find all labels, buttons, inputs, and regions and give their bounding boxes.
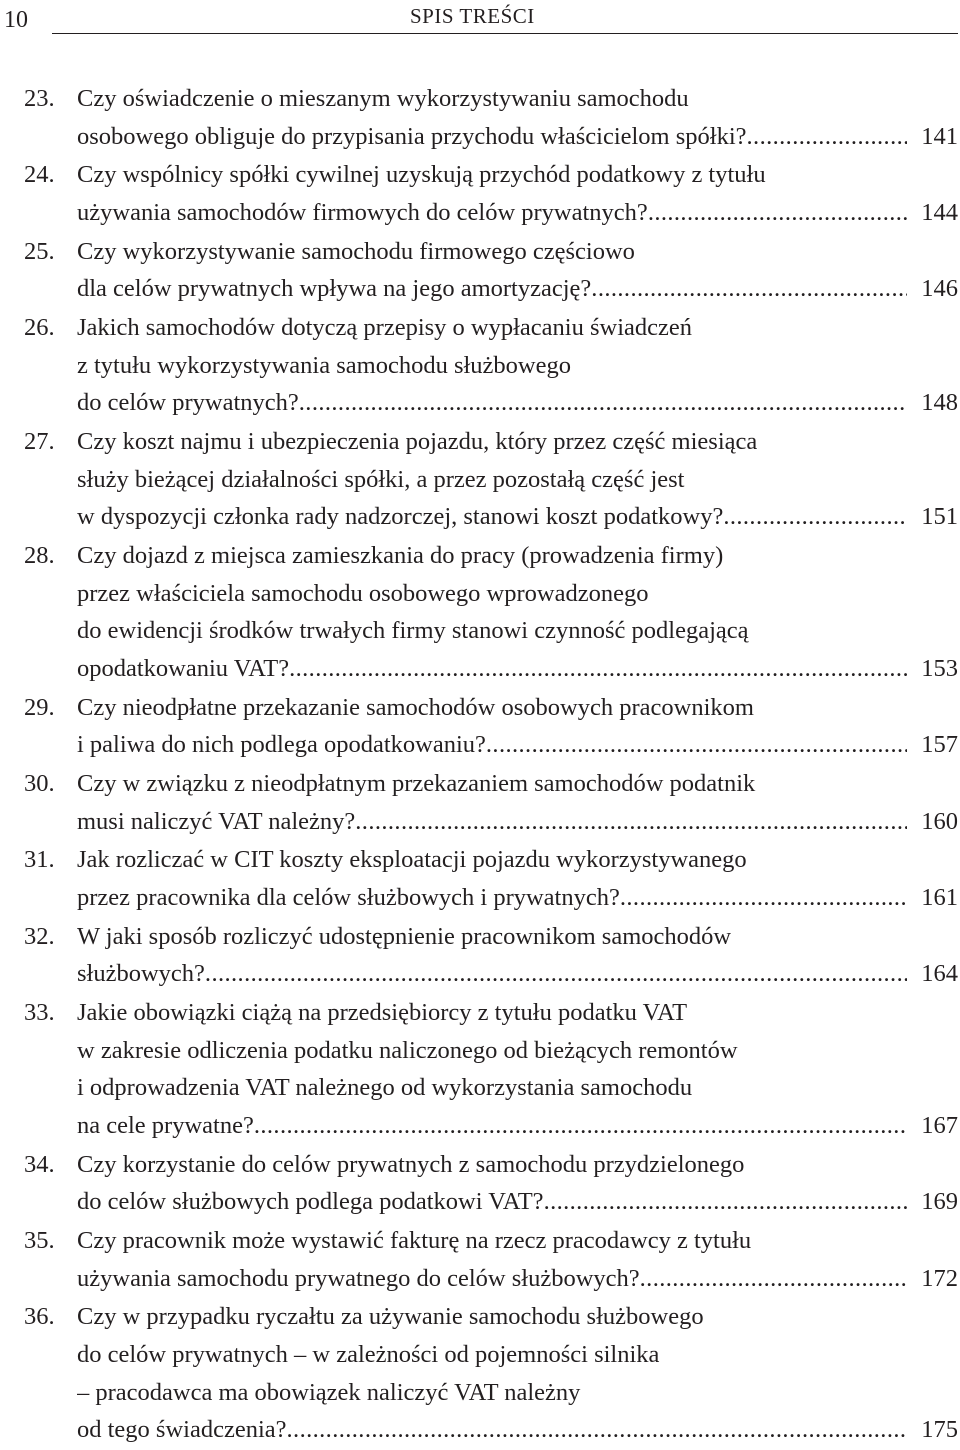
toc-entry[interactable] [0,918,960,993]
entry-title [77,537,958,687]
entry-title-line: do ewidencji środków trwałych firmy stanowi czynność podlegającą [77,617,749,645]
dot-leader [591,270,907,308]
toc-entry[interactable] [0,841,960,916]
entry-title-line: przez właściciela samochodu osobowego wprowadzonego [77,579,649,607]
entry-page-number: 141 [921,122,958,150]
entry-page-number: 160 [921,807,958,835]
toc-entry[interactable] [0,1222,960,1297]
entry-title [77,1298,958,1448]
entry-title-line: z tytułu wykorzystywania samochodu służbowego [77,351,571,379]
entry-number: 25. [24,237,55,265]
entry-title-text: do celów prywatnych? [77,389,299,417]
entry-title [77,1222,958,1297]
entry-page-number: 157 [921,731,958,759]
entry-number: 30. [24,770,55,797]
entry-page-number: 164 [921,960,958,988]
entry-title-text: dla celów prywatnych wpływa na jego amortyzację? [77,275,592,303]
dot-leader [640,1260,908,1298]
entry-title-last-line [77,1183,958,1221]
entry-page-number: 146 [921,275,958,303]
entry-title-text: przez pracownika dla celów służbowych i prywatnych? [77,883,620,911]
toc-entry[interactable] [0,309,960,422]
toc-entry[interactable] [0,1298,960,1448]
entry-title-line: Czy dojazd z miejsca zamieszkania do pracy (prowadzenia firmy) [77,542,724,570]
entry-title [77,156,958,231]
entry-title [77,765,958,840]
entry-page-number: 144 [921,198,958,226]
toc-entry[interactable] [0,423,960,536]
dot-leader [254,1107,907,1145]
entry-title-line: Czy koszt najmu i ubezpieczenia pojazdu, który przez część miesiąca [77,428,758,456]
dot-leader [299,384,907,422]
entry-title [77,309,958,422]
entry-title-text: i paliwa do nich podlega opodatkowaniu? [77,731,486,759]
entry-number: 35. [24,1227,55,1255]
entry-title-line: Czy oświadczenie o mieszanym wykorzystywaniu samochodu [77,85,689,112]
entry-title-text: do celów służbowych podlega podatkowi VAT? [77,1188,544,1216]
entry-title-last-line [77,270,958,308]
entry-title-last-line [77,498,958,536]
entry-title-last-line [77,194,958,232]
dot-leader [723,498,907,536]
dot-leader [544,1183,908,1221]
table-of-contents [0,80,960,1450]
entry-number: 32. [24,922,55,950]
entry-title-line: Jak rozliczać w CIT koszty eksploatacji pojazdu wykorzystywanego [77,846,747,874]
dot-leader [355,803,907,841]
dot-leader [620,879,907,917]
entry-number: 29. [24,693,55,721]
toc-entry[interactable] [0,156,960,231]
entry-title-line: Jakie obowiązki ciążą na przedsiębiorcy z tytułu podatku VAT [77,999,688,1027]
entry-title-line: Jakich samochodów dotyczą przepisy o wypłacaniu świadczeń [77,314,693,342]
entry-number: 23. [24,85,55,112]
entry-title-last-line [77,650,958,688]
entry-title-last-line [77,1107,958,1145]
entry-title-line: Czy wspólnicy spółki cywilnej uzyskują przychód podatkowy z tytułu [77,161,766,189]
entry-number: 27. [24,428,55,456]
dot-leader [747,118,908,156]
entry-title-text: od tego świadczenia? [77,1416,287,1444]
entry-title-last-line [77,384,958,422]
entry-title [77,841,958,916]
entry-title-line: Czy wykorzystywanie samochodu firmowego częściowo [77,237,635,265]
entry-title [77,994,958,1144]
entry-number: 24. [24,161,55,189]
entry-page-number: 153 [921,654,958,682]
entry-title-last-line [77,118,958,156]
dot-leader [205,955,907,993]
entry-page-number: 172 [921,1264,958,1292]
entry-title-line: Czy pracownik może wystawić fakturę na rzecz pracodawcy z tytułu [77,1227,752,1255]
dot-leader [289,650,907,688]
entry-page-number: 151 [921,503,958,531]
page-header [0,0,960,44]
entry-number: 36. [24,1303,55,1331]
entry-title-text: używania samochodu prywatnego do celów służbowych? [77,1264,640,1292]
toc-entry[interactable] [0,1146,960,1221]
entry-title-last-line [77,955,958,993]
running-title: SPIS TREŚCI [410,4,535,28]
entry-page-number: 169 [921,1188,958,1216]
page-number: 10 [4,7,28,33]
entry-number: 33. [24,999,55,1027]
entry-title-line: i odprowadzenia VAT należnego od wykorzystania samochodu [77,1074,693,1102]
entry-title-text: używania samochodów firmowych do celów prywatnych? [77,198,648,226]
entry-title-text: osobowego obliguje do przypisania przychodu właścicielom spółki? [77,122,747,150]
entry-page-number: 161 [921,883,958,911]
header-rule [52,33,958,34]
toc-entry[interactable] [0,80,960,155]
entry-title-line: Czy nieodpłatne przekazanie samochodów osobowych pracownikom [77,693,754,721]
entry-title-last-line [77,1411,958,1449]
entry-title [77,423,958,536]
entry-page-number: 175 [921,1416,958,1444]
entry-title-text: w dyspozycji członka rady nadzorczej, stanowi koszt podatkowy? [77,503,724,531]
toc-entry[interactable] [0,994,960,1144]
entry-title [77,689,958,764]
entry-page-number: 167 [921,1111,958,1139]
entry-number: 34. [24,1150,55,1178]
entry-title-line: W jaki sposób rozliczyć udostępnienie pracownikom samochodów [77,922,732,950]
entry-title-line: w zakresie odliczenia podatku naliczonego od bieżących remontów [77,1036,738,1064]
toc-entry[interactable] [0,689,960,764]
entry-title-line: służy bieżącej działalności spółki, a przez pozostałą część jest [77,465,685,493]
entry-title-line: Czy korzystanie do celów prywatnych z samochodu przydzielonego [77,1150,745,1178]
dot-leader [486,726,907,764]
entry-title [77,233,958,308]
entry-number: 28. [24,542,55,570]
entry-number: 26. [24,314,55,342]
entry-title-last-line [77,726,958,764]
entry-title-line: – pracodawca ma obowiązek naliczyć VAT należny [77,1378,581,1406]
entry-number: 31. [24,846,55,874]
toc-entry[interactable] [0,765,960,840]
entry-page-number: 148 [921,389,958,417]
entry-title-text: służbowych? [77,960,205,988]
entry-title-last-line [77,879,958,917]
dot-leader [648,194,907,232]
entry-title-text: na cele prywatne? [77,1111,254,1139]
entry-title [77,80,958,155]
entry-title-line: Czy w związku z nieodpłatnym przekazaniem samochodów podatnik [77,770,756,797]
toc-entry[interactable] [0,233,960,308]
entry-title-last-line [77,803,958,841]
entry-title-last-line [77,1260,958,1298]
entry-title [77,1146,958,1221]
entry-title-text: opodatkowaniu VAT? [77,654,290,682]
entry-title-text: musi naliczyć VAT należny? [77,807,356,835]
entry-title-line: Czy w przypadku ryczałtu za używanie samochodu służbowego [77,1303,704,1331]
entry-title-line: do celów prywatnych – w zależności od pojemności silnika [77,1341,660,1369]
dot-leader [287,1411,908,1449]
entry-title [77,918,958,993]
toc-entry[interactable] [0,537,960,687]
